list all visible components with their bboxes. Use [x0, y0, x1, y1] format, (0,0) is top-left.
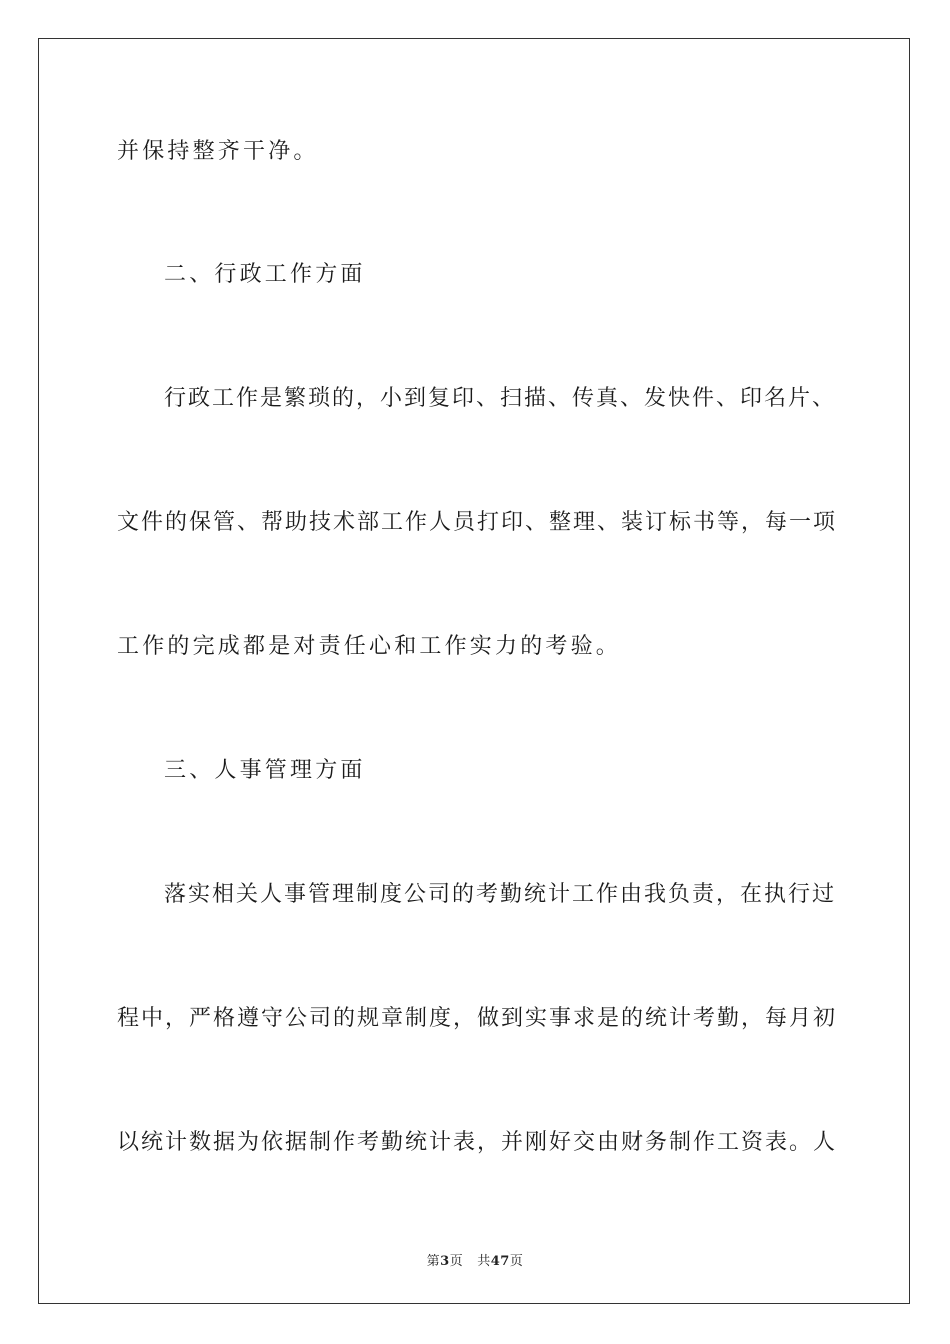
paragraph-line: 落实相关人事管理制度公司的考勤统计工作由我负责，在执行过	[164, 882, 834, 907]
paragraph-line: 行政工作是繁琐的，小到复印、扫描、传真、发快件、印名片、	[164, 386, 834, 411]
page-number: 3	[440, 1254, 450, 1269]
total-suffix: 页	[509, 1254, 524, 1269]
paragraph-line: 程中，严格遵守公司的规章制度，做到实事求是的统计考勤，每月初	[117, 1006, 835, 1031]
page-footer	[0, 1250, 950, 1269]
section-heading-hr: 三、人事管理方面	[164, 758, 366, 783]
page-prefix: 第	[426, 1254, 441, 1269]
paragraph-line: 工作的完成都是对责任心和工作实力的考验。	[117, 634, 622, 659]
paragraph-line: 以统计数据为依据制作考勤统计表，并刚好交由财务制作工资表。人	[117, 1130, 835, 1155]
page-suffix: 页	[449, 1254, 464, 1269]
total-prefix: 共	[477, 1254, 491, 1269]
page-border	[38, 38, 910, 1304]
total-pages: 47	[490, 1254, 510, 1269]
paragraph-line: 文件的保管、帮助技术部工作人员打印、整理、装订标书等，每一项	[117, 510, 835, 535]
section-heading-admin: 二、行政工作方面	[164, 262, 366, 287]
paragraph-line: 并保持整齐干净。	[117, 139, 319, 164]
